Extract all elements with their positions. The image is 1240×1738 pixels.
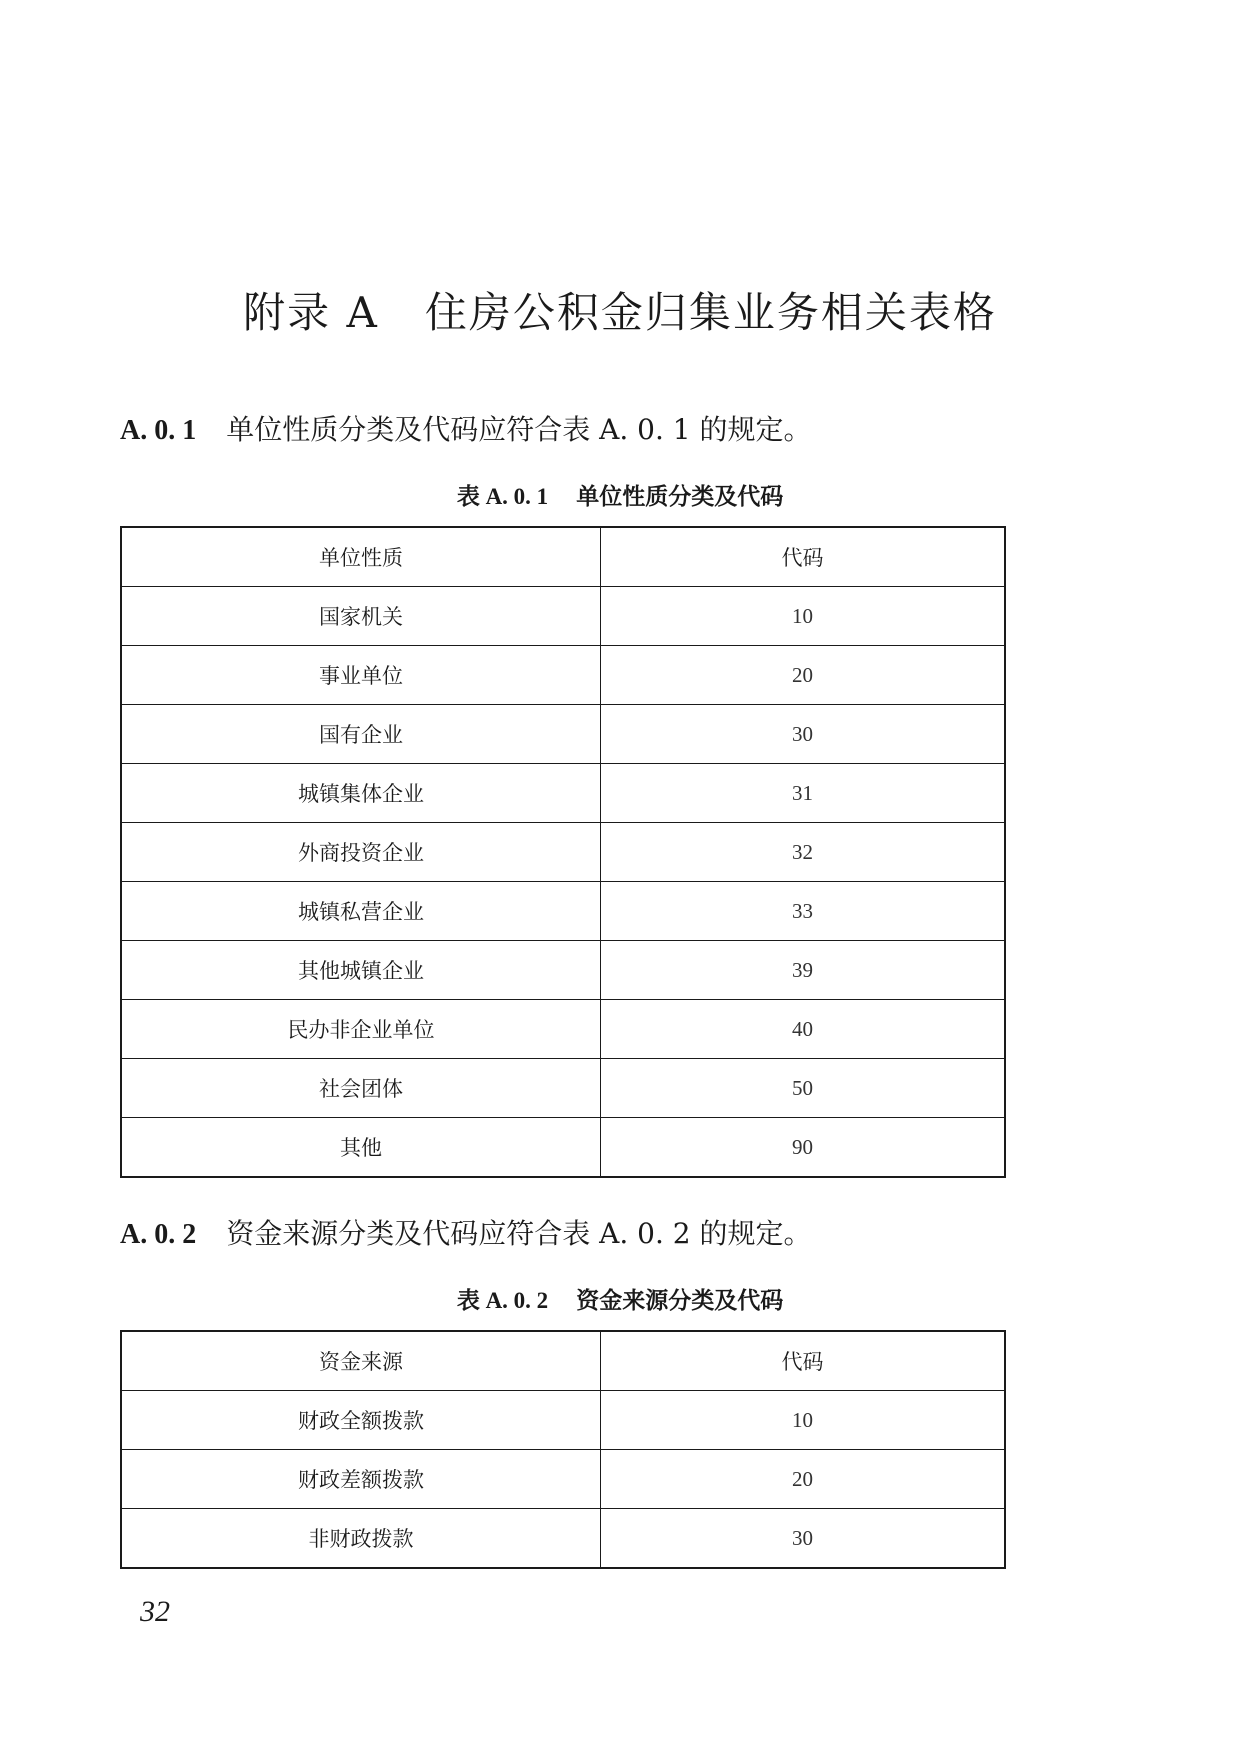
appendix-title-text: 住房公积金归集业务相关表格: [424, 288, 997, 337]
table-caption-number: 表 A. 0. 2: [456, 1288, 549, 1313]
code-cell: 20: [601, 1450, 1006, 1509]
page-number: 32: [140, 1595, 170, 1628]
table-row: [121, 1059, 1005, 1118]
code-cell: 30: [601, 705, 1006, 764]
appendix-code: 附录 A: [243, 288, 379, 337]
table-cell: 财政差额拨款: [121, 1450, 601, 1509]
table-row: [121, 587, 1005, 646]
clause-a02: [120, 1212, 812, 1252]
table-row: [121, 1391, 1005, 1450]
code-cell: 20: [601, 646, 1006, 705]
table-cell: 其他城镇企业: [121, 941, 601, 1000]
table-row: [121, 1509, 1005, 1569]
table-caption-title: 资金来源分类及代码: [576, 1287, 784, 1314]
code-cell: 90: [601, 1118, 1006, 1178]
table-row: [121, 646, 1005, 705]
code-cell: 39: [601, 941, 1006, 1000]
code-cell: 50: [601, 1059, 1006, 1118]
table-cell: 社会团体: [121, 1059, 601, 1118]
table-header-row: [121, 527, 1005, 587]
table-row: [121, 941, 1005, 1000]
table-cell: 事业单位: [121, 646, 601, 705]
table-row: [121, 882, 1005, 941]
code-cell: 10: [601, 587, 1006, 646]
table-caption-title: 单位性质分类及代码: [576, 483, 784, 510]
table-cell: 城镇集体企业: [121, 764, 601, 823]
table-row: [121, 705, 1005, 764]
table-row: [121, 823, 1005, 882]
unit-nature-code-table: [120, 526, 1006, 1178]
fund-source-code-table: [120, 1330, 1006, 1569]
code-cell: 10: [601, 1391, 1006, 1450]
header-cell: 资金来源: [121, 1331, 601, 1391]
appendix-title: [0, 280, 1240, 340]
table-caption-a02: [0, 1282, 1240, 1315]
code-cell: 32: [601, 823, 1006, 882]
header-cell: 单位性质: [121, 527, 601, 587]
clause-a01: [120, 408, 812, 448]
code-cell: 40: [601, 1000, 1006, 1059]
table-header-row: [121, 1331, 1005, 1391]
table-row: [121, 1118, 1005, 1178]
table-cell: 其他: [121, 1118, 601, 1178]
clause-number: A. 0. 1: [120, 415, 197, 446]
table-cell: 城镇私营企业: [121, 882, 601, 941]
table-row: [121, 1450, 1005, 1509]
header-cell: 代码: [601, 527, 1006, 587]
table-row: [121, 1000, 1005, 1059]
table-cell: 外商投资企业: [121, 823, 601, 882]
code-cell: 30: [601, 1509, 1006, 1569]
table-cell: 非财政拨款: [121, 1509, 601, 1569]
table-cell: 国家机关: [121, 587, 601, 646]
table-caption-number: 表 A. 0. 1: [456, 484, 549, 509]
header-cell: 代码: [601, 1331, 1006, 1391]
table-caption-a01: [0, 478, 1240, 511]
clause-text: 单位性质分类及代码应符合表 A. 0. 1 的规定。: [226, 413, 812, 446]
clause-text: 资金来源分类及代码应符合表 A. 0. 2 的规定。: [226, 1217, 812, 1250]
table-cell: 财政全额拨款: [121, 1391, 601, 1450]
code-cell: 31: [601, 764, 1006, 823]
table-cell: 国有企业: [121, 705, 601, 764]
code-cell: 33: [601, 882, 1006, 941]
clause-number: A. 0. 2: [120, 1219, 197, 1250]
table-row: [121, 764, 1005, 823]
table-cell: 民办非企业单位: [121, 1000, 601, 1059]
